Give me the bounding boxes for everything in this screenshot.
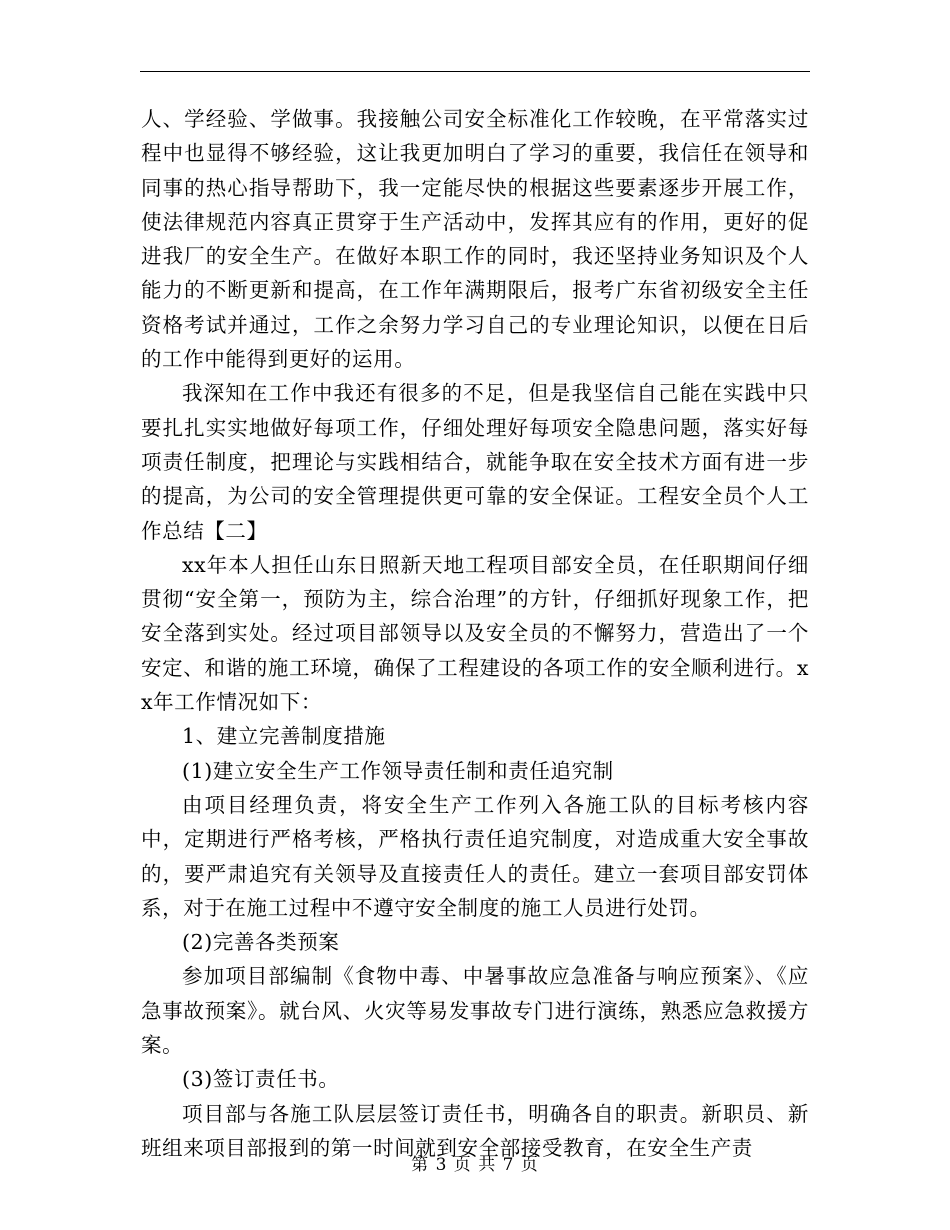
subsection-heading: (2)完善各类预案 [182,930,340,955]
paragraph: xx年本人担任山东日照新天地工程项目部安全员，在任职期间仔细贯彻“安全第一，预防为主，综合治理”的方针，仔细抓好现象工作，把安全落到实处。经过项目部领导以及安全员的不懈努力，营造出了一个安定、和谐的施工环境，确保了工程建设的各项工作的安全顺利进行。xx年工作情况如下： [141,552,809,715]
paragraph: 由项目经理负责，将安全生产工作列入各施工队的目标考核内容中，定期进行严格考核，严格执行责任追究制度，对造成重大安全事故的，要严肃追究有关领导及直接责任人的责任。建立一套项目部安罚体系，对于在施工过程中不遵守安全制度的施工人员进行处罚。 [141,792,809,920]
paragraph: 人、学经验、学做事。我接触公司安全标准化工作较晚，在平常落实过程中也显得不够经验，这让我更加明白了学习的重要，我信任在领导和同事的热心指导帮助下，我一定能尽快的根据这些要素逐步开展工作，使法律规范内容真正贯穿于生产活动中，发挥其应有的作用，更好的促进我厂的安全生产。在做好本职工作的同时，我还坚持业务知识及个人能力的不断更新和提高，在工作年满期限后，报考广东省初级安全主任资格考试并通过，工作之余努力学习自己的专业理论知识，以便在日后的工作中能得到更好的运用。 [141,107,809,372]
subsection-heading: (1)建立安全生产工作领导责任制和责任追究制 [182,758,614,783]
section-heading: 1、建立完善制度措施 [182,724,386,749]
subsection-heading: (3)签订责任书。 [182,1067,340,1092]
page-number: 第 3 页 共 7 页 [411,1155,539,1175]
page-footer [0,1150,950,1175]
paragraph: 我深知在工作中我还有很多的不足，但是我坚信自己能在实践中只要扎扎实实地做好每项工作，仔细处理好每项安全隐患问题，落实好每项责任制度，把理论与实践相结合，就能争取在安全技术方面有进一步的提高，为公司的安全管理提供更可靠的安全保证。工程安全员个人工作总结【二】 [141,381,809,543]
document-body [141,102,809,1165]
paragraph: 参加项目部编制《食物中毒、中暑事故应急准备与响应预案》、《应急事故预案》。就台风、火灾等易发事故专门进行演练，熟悉应急救援方案。 [141,964,809,1058]
header-rule [140,71,810,72]
paragraph: 项目部与各施工队层层签订责任书，明确各自的职责。新职员、新班组来项目部报到的第一时间就到安全部接受教育，在安全生产责 [141,1101,809,1160]
